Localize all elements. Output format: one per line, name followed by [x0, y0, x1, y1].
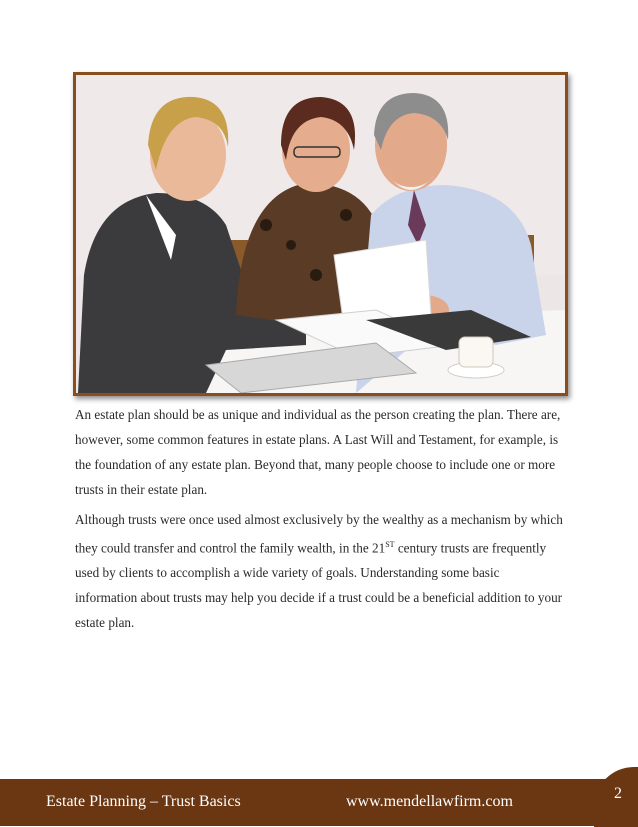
- consultation-photo-illustration: [76, 75, 565, 393]
- body-text: [75, 402, 565, 640]
- footer-title: Estate Planning – Trust Basics: [46, 793, 241, 810]
- paragraph-trusts-start: Although trusts were once used almost exclusively by the wealthy as a mechanism by which they could transfer and control the family wealth, in the 21: [75, 512, 563, 556]
- footer-bar: [0, 779, 638, 826]
- paragraph-trusts-end: century trusts are frequently used by clients to accomplish a wide variety of goals. Understanding some basic information about trusts may help you decide if a trust could be a beneficial addition to your estate plan.: [75, 540, 563, 631]
- paragraph-trusts: [75, 507, 565, 635]
- page-number: 2: [614, 785, 622, 802]
- ordinal-superscript: ST: [385, 540, 395, 549]
- hero-photo: [73, 72, 568, 396]
- footer-url[interactable]: www.mendellawfirm.com: [346, 793, 513, 810]
- paragraph-estate-plan: An estate plan should be as unique and individual as the person creating the plan. There are, however, some common features in estate plans. A Last Will and Testament, for example, is the foundation of any estate plan. Beyond that, many people choose to include one or more trusts in their estate plan.: [75, 407, 561, 497]
